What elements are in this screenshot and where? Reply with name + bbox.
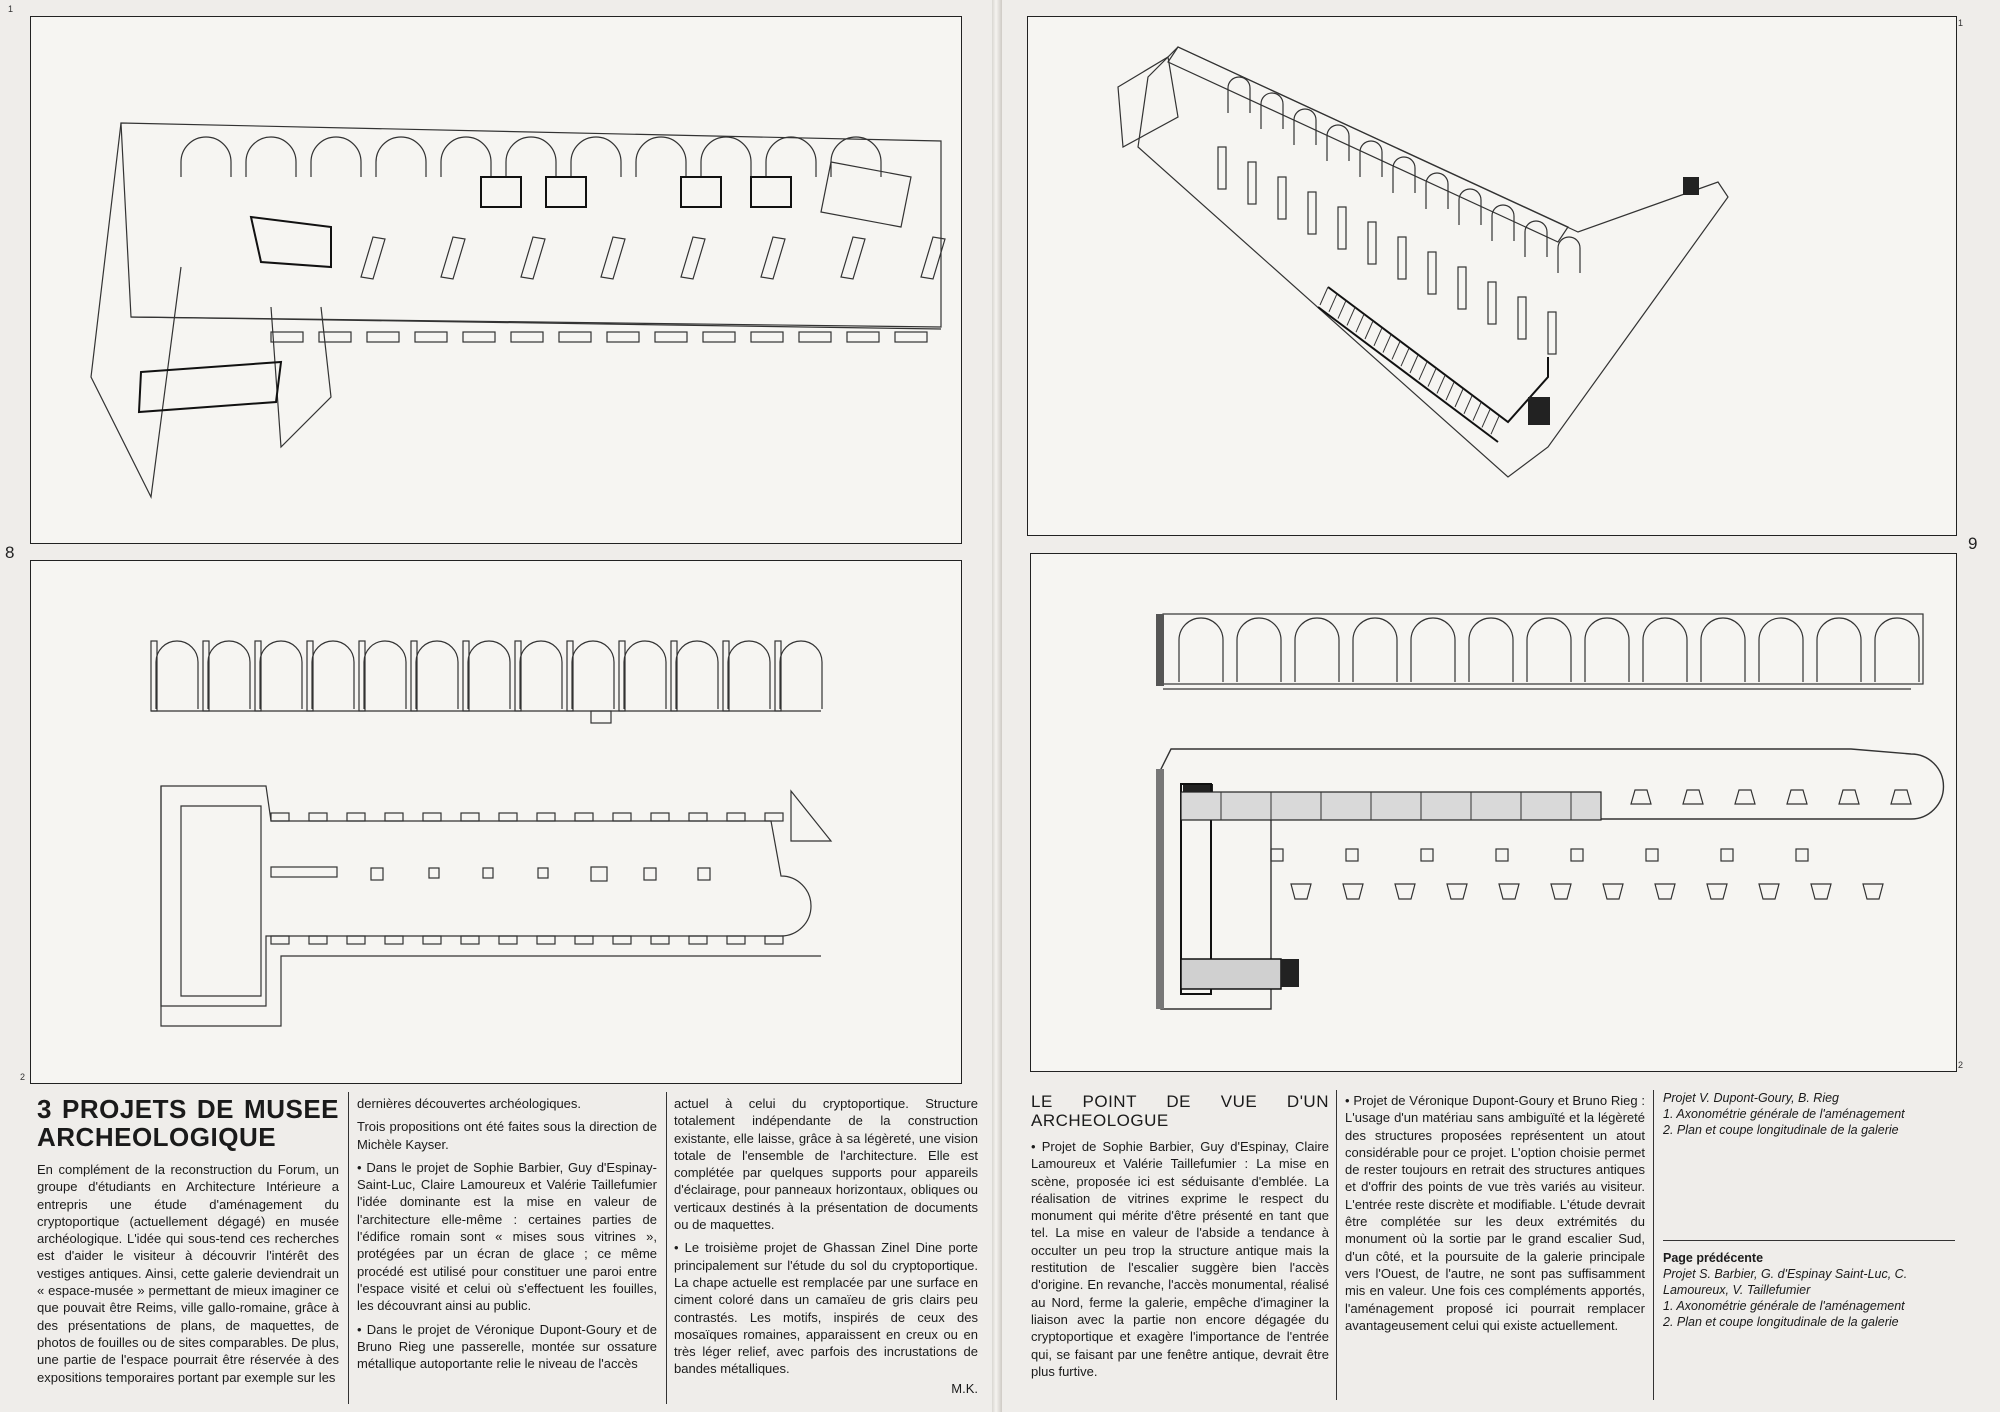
drawing-line bbox=[895, 332, 927, 342]
drawing-line bbox=[751, 332, 783, 342]
drawing-line bbox=[309, 813, 327, 821]
drawing-line bbox=[1237, 618, 1281, 682]
drawing-line bbox=[1643, 618, 1687, 682]
drawing-line bbox=[1320, 287, 1328, 305]
drawing-line bbox=[1318, 307, 1498, 442]
drawing-line bbox=[1683, 790, 1703, 804]
drawing-line bbox=[1395, 884, 1415, 899]
drawing-line bbox=[1278, 177, 1286, 219]
right-text-column-2 bbox=[1345, 1092, 1645, 1340]
drawing-line bbox=[139, 362, 281, 412]
drawing-line bbox=[1437, 375, 1445, 393]
drawing-line bbox=[361, 237, 385, 279]
drawing-line bbox=[1459, 189, 1481, 225]
drawing-line bbox=[613, 936, 631, 944]
drawing-line bbox=[309, 936, 327, 944]
drawing-line bbox=[311, 137, 361, 177]
drawing-line bbox=[1138, 47, 1728, 477]
paragraph: • Projet de Sophie Barbier, Guy d'Espinay, Claire Lamoureux et Valérie Taillefumier : La mise en scène, proposée ici est séduisante d'emblée. La réalisation de vitrines exprime le respect du monument qui mérite d'être présenté en tant que tel. La mise en valeur de l'abside a tendance à occulter un peu trop la structure antique mais la restitution de l'escalier suggère bien l'accès d'origine. En revanche, l'accès monumental, réalisé au Nord, ferme la galerie, empêche d'imaginer la liaison avec la partie non encore dégagée du cryptoportique et exagère l'importance de l'entrée qui, se faisant par une fenêtre antique, devrait être plus furtive. bbox=[1031, 1139, 1329, 1379]
drawing-line bbox=[415, 332, 447, 342]
drawing-line bbox=[799, 332, 831, 342]
right-axonometric-figure bbox=[1027, 16, 1957, 536]
drawing-line bbox=[575, 813, 593, 821]
drawing-line bbox=[1875, 618, 1919, 682]
drawing-line bbox=[1356, 314, 1364, 332]
drawing-line bbox=[821, 162, 911, 227]
drawing-line bbox=[156, 641, 198, 709]
drawing-line bbox=[689, 936, 707, 944]
drawing-line bbox=[461, 813, 479, 821]
left-text-column-1 bbox=[37, 1095, 339, 1392]
drawing-line bbox=[181, 806, 261, 996]
drawing-line bbox=[1473, 403, 1481, 421]
figure-number-left-top: 1 bbox=[8, 4, 14, 14]
drawing-line bbox=[1496, 849, 1508, 861]
drawing-line bbox=[468, 641, 510, 709]
drawing-line bbox=[644, 868, 656, 880]
drawing-line bbox=[537, 813, 555, 821]
drawing-line bbox=[499, 936, 517, 944]
drawing-line bbox=[521, 237, 545, 279]
book-spine bbox=[992, 0, 1002, 1412]
caption-heading: Page prédécente bbox=[1663, 1251, 1764, 1265]
column-divider bbox=[666, 1092, 667, 1404]
drawing-line bbox=[613, 813, 631, 821]
article-intro: En complément de la reconstruction du Forum, un groupe d'étudiants en Architecture Intérieure a entrepris une étude d'aménagement du cryptoportique (actuellement dégagé) en musée archéologique. L'idée qui sous-tend ces recherches est d'aider le visiteur à découvrir l'intérêt des vestiges antiques. Ainsi, cette galerie deviendrait un « espace-musée » permettant de mieux imaginer ce que pouvait être Reims, ville gallo-romaine, grâce à des présentations de plans, de maquettes, de photos de fouilles ou de sites comparables. De plus, une partie de l'espace pourrait être réservée à des expositions temporaires portant par exemple sur les bbox=[37, 1162, 339, 1385]
drawing-line bbox=[260, 641, 302, 709]
page-number-right: 9 bbox=[1968, 534, 1978, 553]
drawing-line bbox=[1655, 884, 1675, 899]
drawing-line bbox=[1328, 287, 1548, 422]
drawing-line bbox=[1548, 312, 1556, 354]
drawing-line bbox=[1811, 884, 1831, 899]
drawing-line bbox=[347, 936, 365, 944]
drawing-line bbox=[1291, 884, 1311, 899]
drawing-line bbox=[1426, 173, 1448, 209]
drawing-line bbox=[1261, 93, 1283, 129]
drawing-line bbox=[701, 137, 751, 177]
drawing-line bbox=[765, 936, 783, 944]
right-plan-section-figure bbox=[1030, 553, 1957, 1072]
drawing-line bbox=[423, 813, 441, 821]
drawing-line bbox=[751, 177, 791, 207]
drawing-line bbox=[1181, 792, 1601, 820]
paragraph: • Dans le projet de Sophie Barbier, Guy d'Espinay-Saint-Luc, Claire Lamoureux et Valérie Taillefumier l'idée dominante est la mise en valeur de l'architecture elle-même : certaines parties de l'édifice romain sont « mises sous vitrines », protégées par un écran de glace ; ce même procédé est utilisé pour constituer une paroi entre l'espace visité et celui où s'effectuent les fouilles, les découvrant ainsi au public. bbox=[357, 1159, 657, 1314]
caption-title: Projet V. Dupont-Goury, B. Rieg bbox=[1663, 1091, 1840, 1105]
drawing-line bbox=[429, 868, 439, 878]
drawing-line bbox=[727, 936, 745, 944]
drawing-line bbox=[271, 867, 337, 877]
drawing-line bbox=[546, 177, 586, 207]
drawing-line bbox=[1839, 790, 1859, 804]
drawing-line bbox=[364, 641, 406, 709]
drawing-line bbox=[591, 867, 607, 881]
drawing-line bbox=[161, 786, 821, 1026]
drawing-line bbox=[246, 137, 296, 177]
drawing-line bbox=[591, 711, 611, 723]
drawing-line bbox=[441, 137, 491, 177]
drawing-line bbox=[1294, 109, 1316, 145]
drawing-line bbox=[1447, 884, 1467, 899]
left-text-column-2 bbox=[357, 1095, 657, 1378]
drawing-line bbox=[572, 641, 614, 709]
drawing-line bbox=[312, 641, 354, 709]
drawing-line bbox=[689, 813, 707, 821]
drawing-line bbox=[1398, 237, 1406, 279]
drawing-line bbox=[1646, 849, 1658, 861]
drawing-line bbox=[385, 813, 403, 821]
drawing-line bbox=[698, 868, 710, 880]
drawing-line bbox=[1891, 790, 1911, 804]
drawing-line bbox=[1421, 849, 1433, 861]
drawing-line bbox=[1179, 618, 1223, 682]
drawing-line bbox=[376, 137, 426, 177]
caption-line: 2. Plan et coupe longitudinale de la galerie bbox=[1663, 1123, 1899, 1137]
drawing-line bbox=[208, 641, 250, 709]
signature: M.K. bbox=[951, 1380, 978, 1396]
drawing-line bbox=[537, 936, 555, 944]
paragraph: • Projet de Véronique Dupont-Goury et Bruno Rieg : L'usage d'un matériau sans ambiguïté et la légèreté des structures proposées représentent un atout considérable pour ce projet. L'option choisie permet de rester toujours en retrait des structures antiques et d'offrir des points de vue très variés au visiteur. L'entrée reste discrète et modifiable. L'étude devrait être complétée sur les deux extrémités du monument où la sortie par le grand escalier Sud, d'un côté, et la poursuite de la galerie principale vers l'Ouest, de l'autre, ne sont pas suffisamment mis en valeur. Une fois ces compléments apportés, l'aménagement proposé ici pourrait remplacer avantageusement celui qui existe actuellement. bbox=[1345, 1093, 1645, 1333]
drawing-line bbox=[601, 237, 625, 279]
drawing-line bbox=[847, 332, 879, 342]
drawing-line bbox=[681, 177, 721, 207]
drawing-line bbox=[1392, 341, 1400, 359]
caption-title: Projet S. Barbier, G. d'Espinay Saint-Luc, C. Lamoureux, V. Taillefumier bbox=[1663, 1267, 1908, 1297]
drawing-line bbox=[651, 936, 669, 944]
drawing-line bbox=[1759, 884, 1779, 899]
caption-line: 2. Plan et coupe longitudinale de la galerie bbox=[1663, 1315, 1899, 1329]
drawing-line bbox=[1411, 618, 1455, 682]
drawing-line bbox=[1551, 884, 1571, 899]
drawing-line bbox=[1455, 389, 1463, 407]
drawing-line bbox=[1338, 301, 1346, 319]
drawing-line bbox=[607, 332, 639, 342]
section-title: LE POINT DE VUE D'UN ARCHEOLOGUE bbox=[1031, 1092, 1329, 1130]
drawing-line bbox=[1464, 396, 1472, 414]
drawing-line bbox=[499, 813, 517, 821]
drawing-line bbox=[1701, 618, 1745, 682]
drawing-line bbox=[1525, 221, 1547, 257]
drawing-line bbox=[676, 641, 718, 709]
figure-number-right-top: 1 bbox=[1958, 18, 1964, 28]
drawing-line bbox=[651, 813, 669, 821]
drawing-line bbox=[766, 137, 816, 177]
drawing-line bbox=[1281, 959, 1299, 987]
drawing-line bbox=[1308, 192, 1316, 234]
drawing-line bbox=[121, 123, 941, 327]
drawing-line bbox=[1491, 416, 1499, 434]
drawing-line bbox=[571, 137, 621, 177]
drawing-line bbox=[1707, 884, 1727, 899]
drawing-line bbox=[1428, 369, 1436, 387]
left-plan-section-figure bbox=[30, 560, 962, 1084]
drawing-line bbox=[1295, 618, 1339, 682]
drawing-line bbox=[703, 332, 735, 342]
drawing-line bbox=[681, 237, 705, 279]
drawing-line bbox=[271, 332, 303, 342]
drawing-line bbox=[728, 641, 770, 709]
drawing-line bbox=[1482, 409, 1490, 427]
drawing-line bbox=[251, 217, 331, 267]
figure-number-left-bottom: 2 bbox=[20, 1072, 26, 1082]
drawing-line bbox=[761, 237, 785, 279]
drawing-line bbox=[1817, 618, 1861, 682]
drawing-line bbox=[1168, 47, 1568, 242]
drawing-line bbox=[161, 786, 811, 1006]
drawing-line bbox=[1401, 348, 1409, 366]
drawing-line bbox=[506, 137, 556, 177]
drawing-line bbox=[575, 936, 593, 944]
drawing-line bbox=[1603, 884, 1623, 899]
drawing-line bbox=[1571, 849, 1583, 861]
drawing-line bbox=[1338, 207, 1346, 249]
drawing-line bbox=[1683, 177, 1699, 195]
drawing-line bbox=[423, 936, 441, 944]
drawing-line bbox=[1343, 884, 1363, 899]
drawing-line bbox=[1368, 222, 1376, 264]
drawing-line bbox=[765, 813, 783, 821]
drawing-line bbox=[1365, 321, 1373, 339]
drawing-line bbox=[511, 332, 543, 342]
drawing-line bbox=[441, 237, 465, 279]
paragraph: • Dans le projet de Véronique Dupont-Goury et de Bruno Rieg une passerelle, montée sur ossature métallique autoportante relie le niveau de l'accès bbox=[357, 1321, 657, 1372]
drawing-line bbox=[1329, 294, 1337, 312]
drawing-line bbox=[1796, 849, 1808, 861]
drawing-line bbox=[1631, 790, 1651, 804]
drawing-line bbox=[1419, 362, 1427, 380]
drawing-line bbox=[1787, 790, 1807, 804]
page-number-left: 8 bbox=[5, 543, 15, 562]
drawing-line bbox=[481, 177, 521, 207]
drawing-line bbox=[1458, 267, 1466, 309]
caption-rule bbox=[1663, 1240, 1955, 1241]
drawing-line bbox=[1759, 618, 1803, 682]
drawing-line bbox=[1446, 382, 1454, 400]
right-text-column-1 bbox=[1031, 1092, 1329, 1386]
drawing-line bbox=[1492, 205, 1514, 241]
drawing-line bbox=[371, 868, 383, 880]
drawing-line bbox=[1347, 307, 1355, 325]
drawing-line bbox=[520, 641, 562, 709]
drawing-line bbox=[461, 936, 479, 944]
caption-line: 1. Axonométrie générale de l'aménagement bbox=[1663, 1107, 1905, 1121]
drawing-line bbox=[385, 936, 403, 944]
drawing-line bbox=[91, 123, 181, 497]
drawing-line bbox=[1721, 849, 1733, 861]
left-text-column-3 bbox=[674, 1095, 978, 1403]
paragraph: dernières découvertes archéologiques. bbox=[357, 1096, 582, 1111]
column-divider bbox=[1653, 1090, 1654, 1400]
drawing-line bbox=[1163, 614, 1923, 684]
drawing-line bbox=[1248, 162, 1256, 204]
drawing-line bbox=[1327, 125, 1349, 161]
drawing-line bbox=[1156, 614, 1164, 686]
drawing-line bbox=[181, 137, 231, 177]
drawing-line bbox=[559, 332, 591, 342]
drawing-line bbox=[791, 791, 831, 841]
drawing-line bbox=[1156, 769, 1164, 1009]
drawing-line bbox=[727, 813, 745, 821]
drawing-line bbox=[271, 936, 289, 944]
drawing-line bbox=[1488, 282, 1496, 324]
drawing-line bbox=[1469, 618, 1513, 682]
drawing-line bbox=[367, 332, 399, 342]
drawing-line bbox=[131, 317, 941, 329]
article-title: 3 PROJETS DE MUSEE ARCHEOLOGIQUE bbox=[37, 1094, 339, 1152]
drawing-line bbox=[1518, 297, 1526, 339]
drawing-line bbox=[1527, 618, 1571, 682]
drawing-line bbox=[1499, 884, 1519, 899]
figure-caption-previous bbox=[1663, 1250, 1955, 1330]
drawing-line bbox=[1735, 790, 1755, 804]
drawing-line bbox=[1346, 849, 1358, 861]
drawing-line bbox=[624, 641, 666, 709]
drawing-line bbox=[1863, 884, 1883, 899]
paragraph: actuel à celui du cryptoportique. Structure totalement indépendante de la construction existante, elle laisse, grâce à sa légèreté, une vision totale de l'ensemble de l'architecture. Elle est complétée par quelques supports pour appareils d'éclairage, pour panneaux horizontaux, obliques ou verticaux destinés à la présentation de documents ou de maquettes. bbox=[674, 1096, 978, 1233]
figure-caption-current bbox=[1663, 1090, 1955, 1138]
drawing-line bbox=[780, 641, 822, 709]
left-axonometric-figure bbox=[30, 16, 962, 544]
drawing-line bbox=[655, 332, 687, 342]
column-divider bbox=[348, 1092, 349, 1404]
drawing-line bbox=[271, 813, 289, 821]
drawing-line bbox=[1181, 959, 1281, 989]
paragraph: Trois propositions ont été faites sous la direction de Michèle Kayser. bbox=[357, 1119, 657, 1152]
drawing-line bbox=[1428, 252, 1436, 294]
column-divider bbox=[1336, 1090, 1337, 1400]
drawing-line bbox=[831, 137, 881, 177]
paragraph: • Le troisième projet de Ghassan Zinel Dine porte principalement sur l'étude du sol du cryptoportique. La chape actuelle est remplacée par une surface en ciment coloré dans un camaïeu de gris clairs peu contrastés. Les motifs, inspirés de ceux des mosaïques romaines, apparaissent en creux ou en très léger relief, avec parfois des incrustations de bandes métalliques. bbox=[674, 1240, 978, 1377]
drawing-line bbox=[1118, 57, 1178, 147]
drawing-line bbox=[1271, 849, 1283, 861]
figure-number-right-bottom: 2 bbox=[1958, 1060, 1964, 1070]
drawing-line bbox=[1585, 618, 1629, 682]
drawing-line bbox=[841, 237, 865, 279]
drawing-line bbox=[483, 868, 493, 878]
drawing-line bbox=[1353, 618, 1397, 682]
caption-line: 1. Axonométrie générale de l'aménagement bbox=[1663, 1299, 1905, 1313]
drawing-line bbox=[1558, 237, 1580, 273]
drawing-line bbox=[1383, 335, 1391, 353]
drawing-line bbox=[347, 813, 365, 821]
drawing-line bbox=[1374, 328, 1382, 346]
drawing-line bbox=[416, 641, 458, 709]
drawing-line bbox=[463, 332, 495, 342]
drawing-line bbox=[1528, 397, 1550, 425]
drawing-line bbox=[538, 868, 548, 878]
drawing-line bbox=[636, 137, 686, 177]
drawing-line bbox=[1410, 355, 1418, 373]
drawing-line bbox=[1218, 147, 1226, 189]
